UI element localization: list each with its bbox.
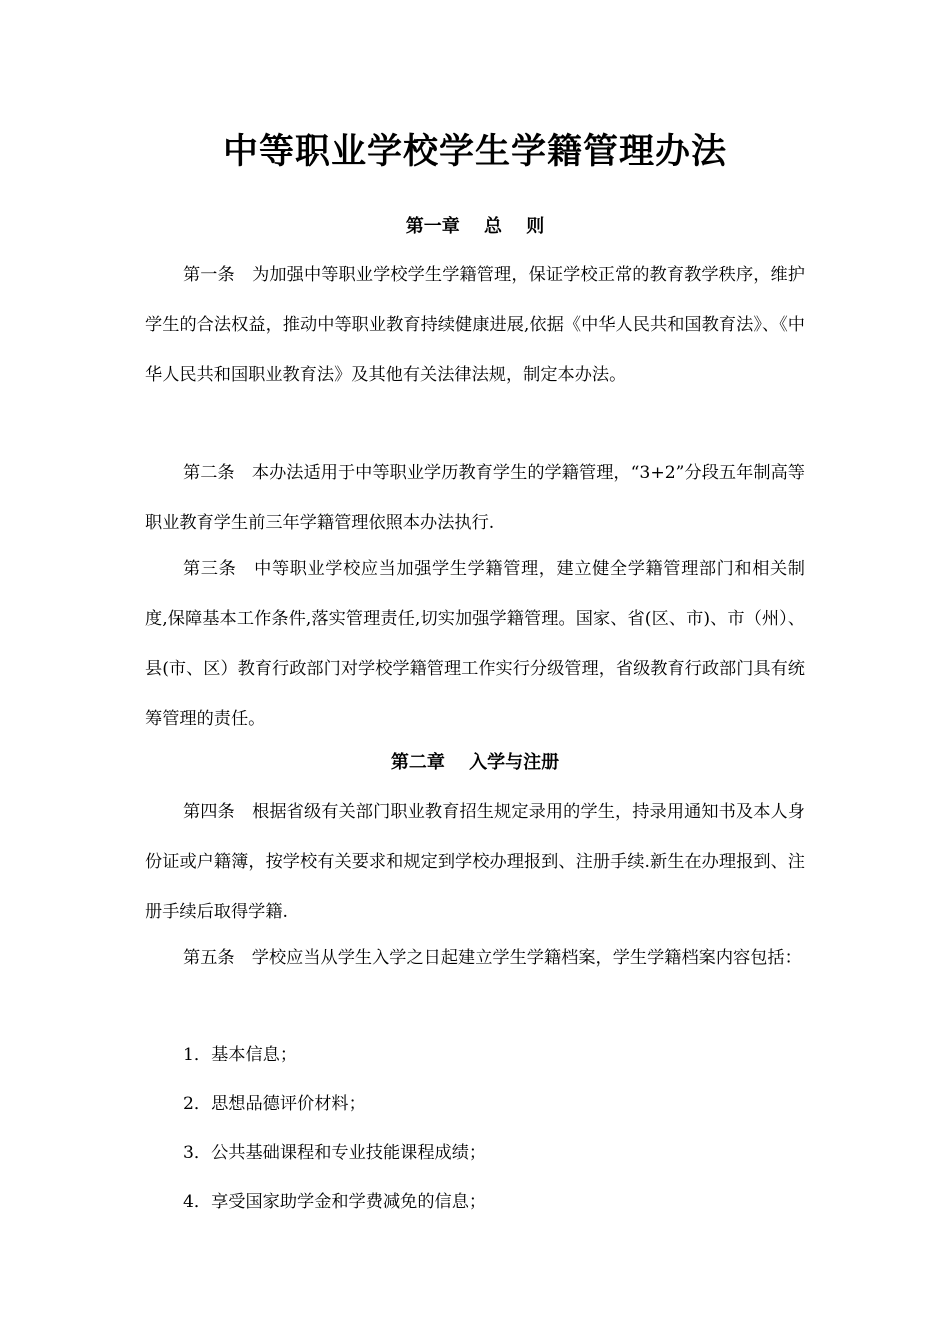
article-5: 第五条 学校应当从学生入学之日起建立学生学籍档案，学生学籍档案内容包括：: [183, 948, 802, 968]
chapter-1-heading: 第一章 总 则: [405, 216, 545, 237]
article-1: 第一条 为加强中等职业学校学生学籍管理，保证学校正常的教育教学秩序，维护学生的合法权益，推动中等职业教育持续健康进展,依据《中华人民共和国教育法》、《中华人民共和国职业教育法》及其他有关法律法规，制定本办法。: [145, 265, 805, 385]
article-3: 第三条 中等职业学校应当加强学生学籍管理，建立健全学籍管理部门和相关制度,保障基本工作条件,落实管理责任,切实加强学籍管理。国家、省(区、市)、市（州）、县(市、区）教育行政部门对学校学籍管理工作实行分级管理，省级教育行政部门具有统筹管理的责任。: [145, 559, 805, 729]
article-4: 第四条 根据省级有关部门职业教育招生规定录用的学生，持录用通知书及本人身份证或户籍簿，按学校有关要求和规定到学校办理报到、注册手续.新生在办理报到、注册手续后取得学籍.: [145, 802, 805, 922]
document-title: 中等职业学校学生学籍管理办法: [222, 132, 727, 172]
list-item: 1．基本信息；: [183, 1045, 298, 1065]
chapter-2-heading: 第二章 入学与注册: [390, 752, 560, 773]
article-2: 第二条 本办法适用于中等职业学历教育学生的学籍管理，“3+2”分段五年制高等职业教育学生前三年学籍管理依照本办法执行.: [145, 463, 805, 533]
list-item: 4．享受国家助学金和学费减免的信息；: [183, 1192, 487, 1212]
list-item: 3．公共基础课程和专业技能课程成绩；: [183, 1143, 487, 1163]
list-item: 2．思想品德评价材料；: [183, 1094, 366, 1114]
